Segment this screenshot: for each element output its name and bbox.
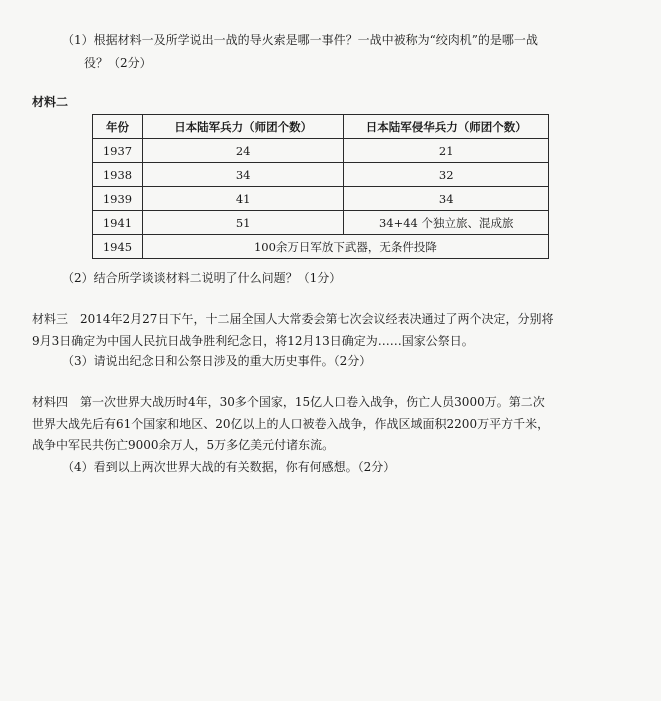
cell-year: 1938 [93, 163, 143, 187]
cell-china-strength: 34 [344, 187, 549, 211]
cell-army-strength: 41 [142, 187, 344, 211]
cell-year: 1945 [93, 235, 143, 259]
material-4-line-3: 战争中军民共伤亡9000余万人，5万多亿美元付诸东流。 [32, 438, 335, 452]
table-row [93, 211, 549, 235]
cell-army-strength: 51 [142, 211, 344, 235]
material-4-line-1: 材料四 第一次世界大战历时4年，30多个国家，15亿人口卷入战争，伤亡人员3000万。第二次 [32, 395, 545, 409]
table-row [93, 187, 549, 211]
cell-army-strength: 34 [142, 163, 344, 187]
cell-china-strength: 34+44 个独立旅、混成旅 [344, 211, 549, 235]
table-row [93, 139, 549, 163]
table-row [93, 163, 549, 187]
header-year: 年份 [93, 115, 143, 139]
troop-strength-table [92, 114, 549, 259]
question-2: （2）结合所学谈谈材料二说明了什么问题？（1分） [62, 271, 342, 285]
question-3: （3）请说出纪念日和公祭日涉及的重大历史事件。（2分） [62, 354, 372, 368]
cell-army-strength: 24 [142, 139, 344, 163]
material-3-line-1: 材料三 2014年2月27日下午，十二届全国人大常委会第七次会议经表决通过了两个决定，分别将 [32, 312, 554, 326]
table-row-surrender [93, 235, 549, 259]
cell-china-strength: 32 [344, 163, 549, 187]
material-3-line-2: 9月3日确定为中国人民抗日战争胜利纪念日，将12月13日确定为……国家公祭日。 [32, 334, 474, 348]
question-1-line-2: 役？（2分） [84, 56, 152, 70]
material-2-label: 材料二 [32, 95, 69, 109]
cell-year: 1941 [93, 211, 143, 235]
question-4: （4）看到以上两次世界大战的有关数据，你有何感想。（2分） [62, 460, 396, 474]
cell-year: 1939 [93, 187, 143, 211]
question-1-line-1: （1）根据材料一及所学说出一战的导火索是哪一事件？一战中被称为“绞肉机”的是哪一战 [62, 33, 538, 47]
material-4-line-2: 世界大战先后有61个国家和地区、20亿以上的人口被卷入战争，作战区域面积2200万平方千米， [32, 417, 550, 431]
header-china-strength: 日本陆军侵华兵力（师团个数） [344, 115, 549, 139]
table-header-row [93, 115, 549, 139]
cell-china-strength: 21 [344, 139, 549, 163]
header-army-strength: 日本陆军兵力（师团个数） [142, 115, 344, 139]
cell-year: 1937 [93, 139, 143, 163]
cell-surrender-note: 100余万日军放下武器，无条件投降 [142, 235, 548, 259]
